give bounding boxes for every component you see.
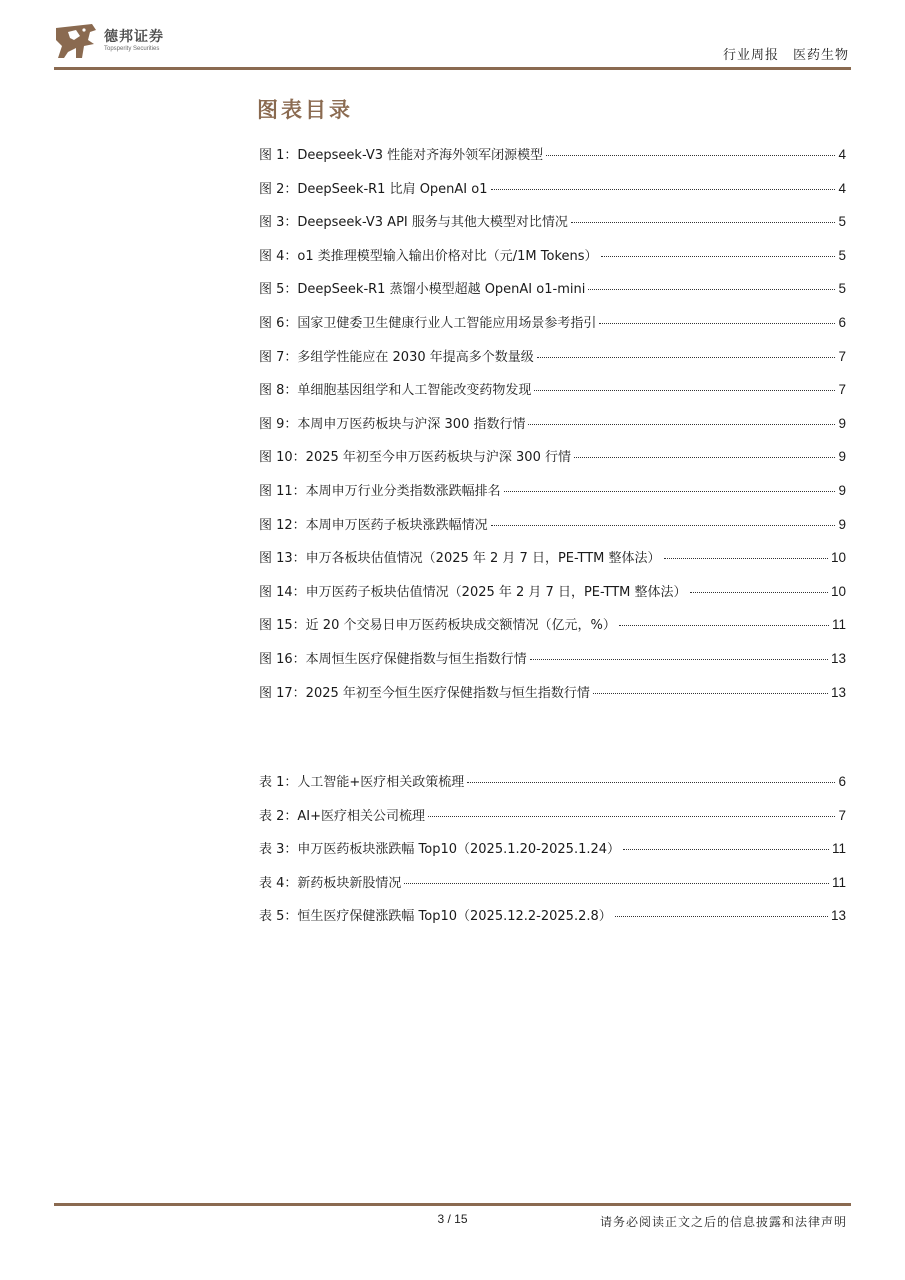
figure-entry[interactable] xyxy=(259,144,846,178)
figure-entry[interactable] xyxy=(259,547,846,581)
figure-entry[interactable] xyxy=(259,480,846,514)
table-entry[interactable] xyxy=(259,872,846,906)
figure-entry-label: 图 17：2025 年初至今恒生医疗保健指数与恒生指数行情 xyxy=(259,685,590,701)
figure-entry-label: 图 16：本周恒生医疗保健指数与恒生指数行情 xyxy=(259,651,527,667)
dot-leader xyxy=(599,310,835,324)
dot-leader xyxy=(588,276,835,290)
dot-leader xyxy=(571,209,836,223)
figure-entry[interactable] xyxy=(259,245,846,279)
logo-cn-text: 德邦证券 xyxy=(104,29,164,45)
dot-leader xyxy=(574,444,836,458)
figure-entry-page: 13 xyxy=(830,650,846,666)
figure-entry-page: 9 xyxy=(838,415,846,431)
figure-entry[interactable] xyxy=(259,211,846,245)
figure-entry-label: 图 12：本周申万医药子板块涨跌幅情况 xyxy=(259,517,488,533)
table-entry[interactable] xyxy=(259,805,846,839)
dot-leader xyxy=(619,612,829,626)
figure-entry-page: 5 xyxy=(838,247,846,263)
table-entry-label: 表 1：人工智能+医疗相关政策梳理 xyxy=(259,775,465,790)
figure-entry-page: 13 xyxy=(830,684,846,700)
header-tags xyxy=(723,44,849,63)
figure-entry-label: 图 14：申万医药子板块估值情况（2025 年 2 月 7 日，PE-TTM 整体法） xyxy=(259,584,687,600)
dot-leader xyxy=(528,411,835,425)
figure-entry[interactable] xyxy=(259,614,846,648)
report-category: 行业周报 xyxy=(722,48,779,63)
figure-entry-label: 图 7：多组学性能应在 2030 年提高多个数量级 xyxy=(259,349,534,365)
figure-entry-page: 9 xyxy=(838,482,846,498)
figure-entry[interactable] xyxy=(259,379,846,413)
table-entry[interactable] xyxy=(259,771,846,805)
table-list xyxy=(259,771,846,939)
figure-entry-page: 9 xyxy=(838,449,846,465)
page-header xyxy=(0,0,905,70)
figure-entry-page: 10 xyxy=(830,583,846,599)
figure-list xyxy=(259,144,846,715)
figure-entry-label: 图 6：国家卫健委卫生健康行业人工智能应用场景参考指引 xyxy=(259,315,597,331)
figure-entry[interactable] xyxy=(259,514,846,548)
dot-leader xyxy=(601,243,836,257)
figure-entry-page: 10 xyxy=(830,550,846,566)
figure-entry-label: 图 13：申万各板块估值情况（2025 年 2 月 7 日，PE-TTM 整体法） xyxy=(259,551,661,567)
dot-leader xyxy=(623,836,829,850)
figure-entry[interactable] xyxy=(259,178,846,212)
toc-title: 图表目录 xyxy=(257,98,353,122)
dot-leader xyxy=(491,176,836,190)
dot-leader xyxy=(404,870,829,884)
page-indicator: 3 / 15 xyxy=(437,1212,468,1226)
logo-en-text: Topsperity Securities xyxy=(104,46,160,52)
footer-divider xyxy=(54,1203,851,1206)
figure-entry-label: 图 10：2025 年初至今申万医药板块与沪深 300 行情 xyxy=(259,450,571,466)
dot-leader xyxy=(530,646,828,660)
dot-leader xyxy=(467,769,835,783)
dot-leader xyxy=(546,142,835,156)
figure-entry-label: 图 9：本周申万医药板块与沪深 300 指数行情 xyxy=(259,416,526,432)
figure-entry-page: 5 xyxy=(838,214,846,230)
figure-entry-page: 9 xyxy=(838,516,846,532)
report-sector: 医药生物 xyxy=(792,48,849,63)
figure-entry-page: 4 xyxy=(838,147,846,162)
figure-entry-label: 图 5：DeepSeek-R1 蒸馏小模型超越 OpenAI o1-mini xyxy=(259,282,586,298)
table-entry-page: 11 xyxy=(831,874,846,890)
dot-leader xyxy=(593,680,828,694)
table-entry[interactable] xyxy=(259,905,846,939)
table-entry-page: 11 xyxy=(831,841,846,857)
figure-entry[interactable] xyxy=(259,446,846,480)
dot-leader xyxy=(615,903,828,917)
figure-entry[interactable] xyxy=(259,278,846,312)
figure-entry[interactable] xyxy=(259,346,846,380)
dot-leader xyxy=(428,803,835,817)
figure-entry-label: 图 2：DeepSeek-R1 比肩 OpenAI o1 xyxy=(259,181,488,197)
figure-entry-page: 4 xyxy=(838,180,846,196)
figure-entry-page: 5 xyxy=(838,281,846,297)
dot-leader xyxy=(504,478,836,492)
figure-entry-page: 11 xyxy=(831,617,846,633)
table-entry-label: 表 5：恒生医疗保健涨跌幅 Top10（2025.12.2-2025.2.8） xyxy=(259,909,612,925)
figure-entry[interactable] xyxy=(259,581,846,615)
disclaimer-note: 请务必阅读正文之后的信息披露和法律声明 xyxy=(599,1215,847,1229)
table-entry[interactable] xyxy=(259,838,846,872)
figure-entry[interactable] xyxy=(259,648,846,682)
dot-leader xyxy=(664,545,828,559)
figure-entry-page: 7 xyxy=(838,348,846,364)
table-entry-label: 表 3：申万医药板块涨跌幅 Top10（2025.1.20-2025.1.24） xyxy=(259,842,621,858)
figure-entry-page: 7 xyxy=(838,382,846,398)
dot-leader xyxy=(534,377,835,391)
dot-leader xyxy=(690,579,828,593)
header-divider xyxy=(54,67,851,70)
figure-entry-label: 图 3：Deepseek-V3 API 服务与其他大模型对比情况 xyxy=(259,215,568,231)
dot-leader xyxy=(537,344,836,358)
figure-entry-label: 图 1：Deepseek-V3 性能对齐海外领军闭源模型 xyxy=(259,148,544,163)
table-entry-page: 7 xyxy=(838,807,846,823)
table-entry-label: 表 4：新药板块新股情况 xyxy=(259,875,402,891)
figure-entry-label: 图 15：近 20 个交易日申万医药板块成交额情况（亿元，%） xyxy=(259,618,616,634)
table-entry-page: 6 xyxy=(838,774,846,789)
company-logo xyxy=(54,22,164,60)
dot-leader xyxy=(491,512,836,526)
figure-entry-label: 图 11：本周申万行业分类指数涨跌幅排名 xyxy=(259,483,501,499)
figure-entry-page: 6 xyxy=(838,314,846,330)
figure-entry[interactable] xyxy=(259,413,846,447)
figure-entry[interactable] xyxy=(259,682,846,716)
table-entry-label: 表 2：AI+医疗相关公司梳理 xyxy=(259,808,426,824)
logo-mark-icon xyxy=(54,22,98,60)
figure-entry[interactable] xyxy=(259,312,846,346)
table-entry-page: 13 xyxy=(830,908,846,924)
figure-entry-label: 图 8：单细胞基因组学和人工智能改变药物发现 xyxy=(259,383,532,399)
figure-entry-label: 图 4：o1 类推理模型输入输出价格对比（元/1M Tokens） xyxy=(259,248,598,264)
